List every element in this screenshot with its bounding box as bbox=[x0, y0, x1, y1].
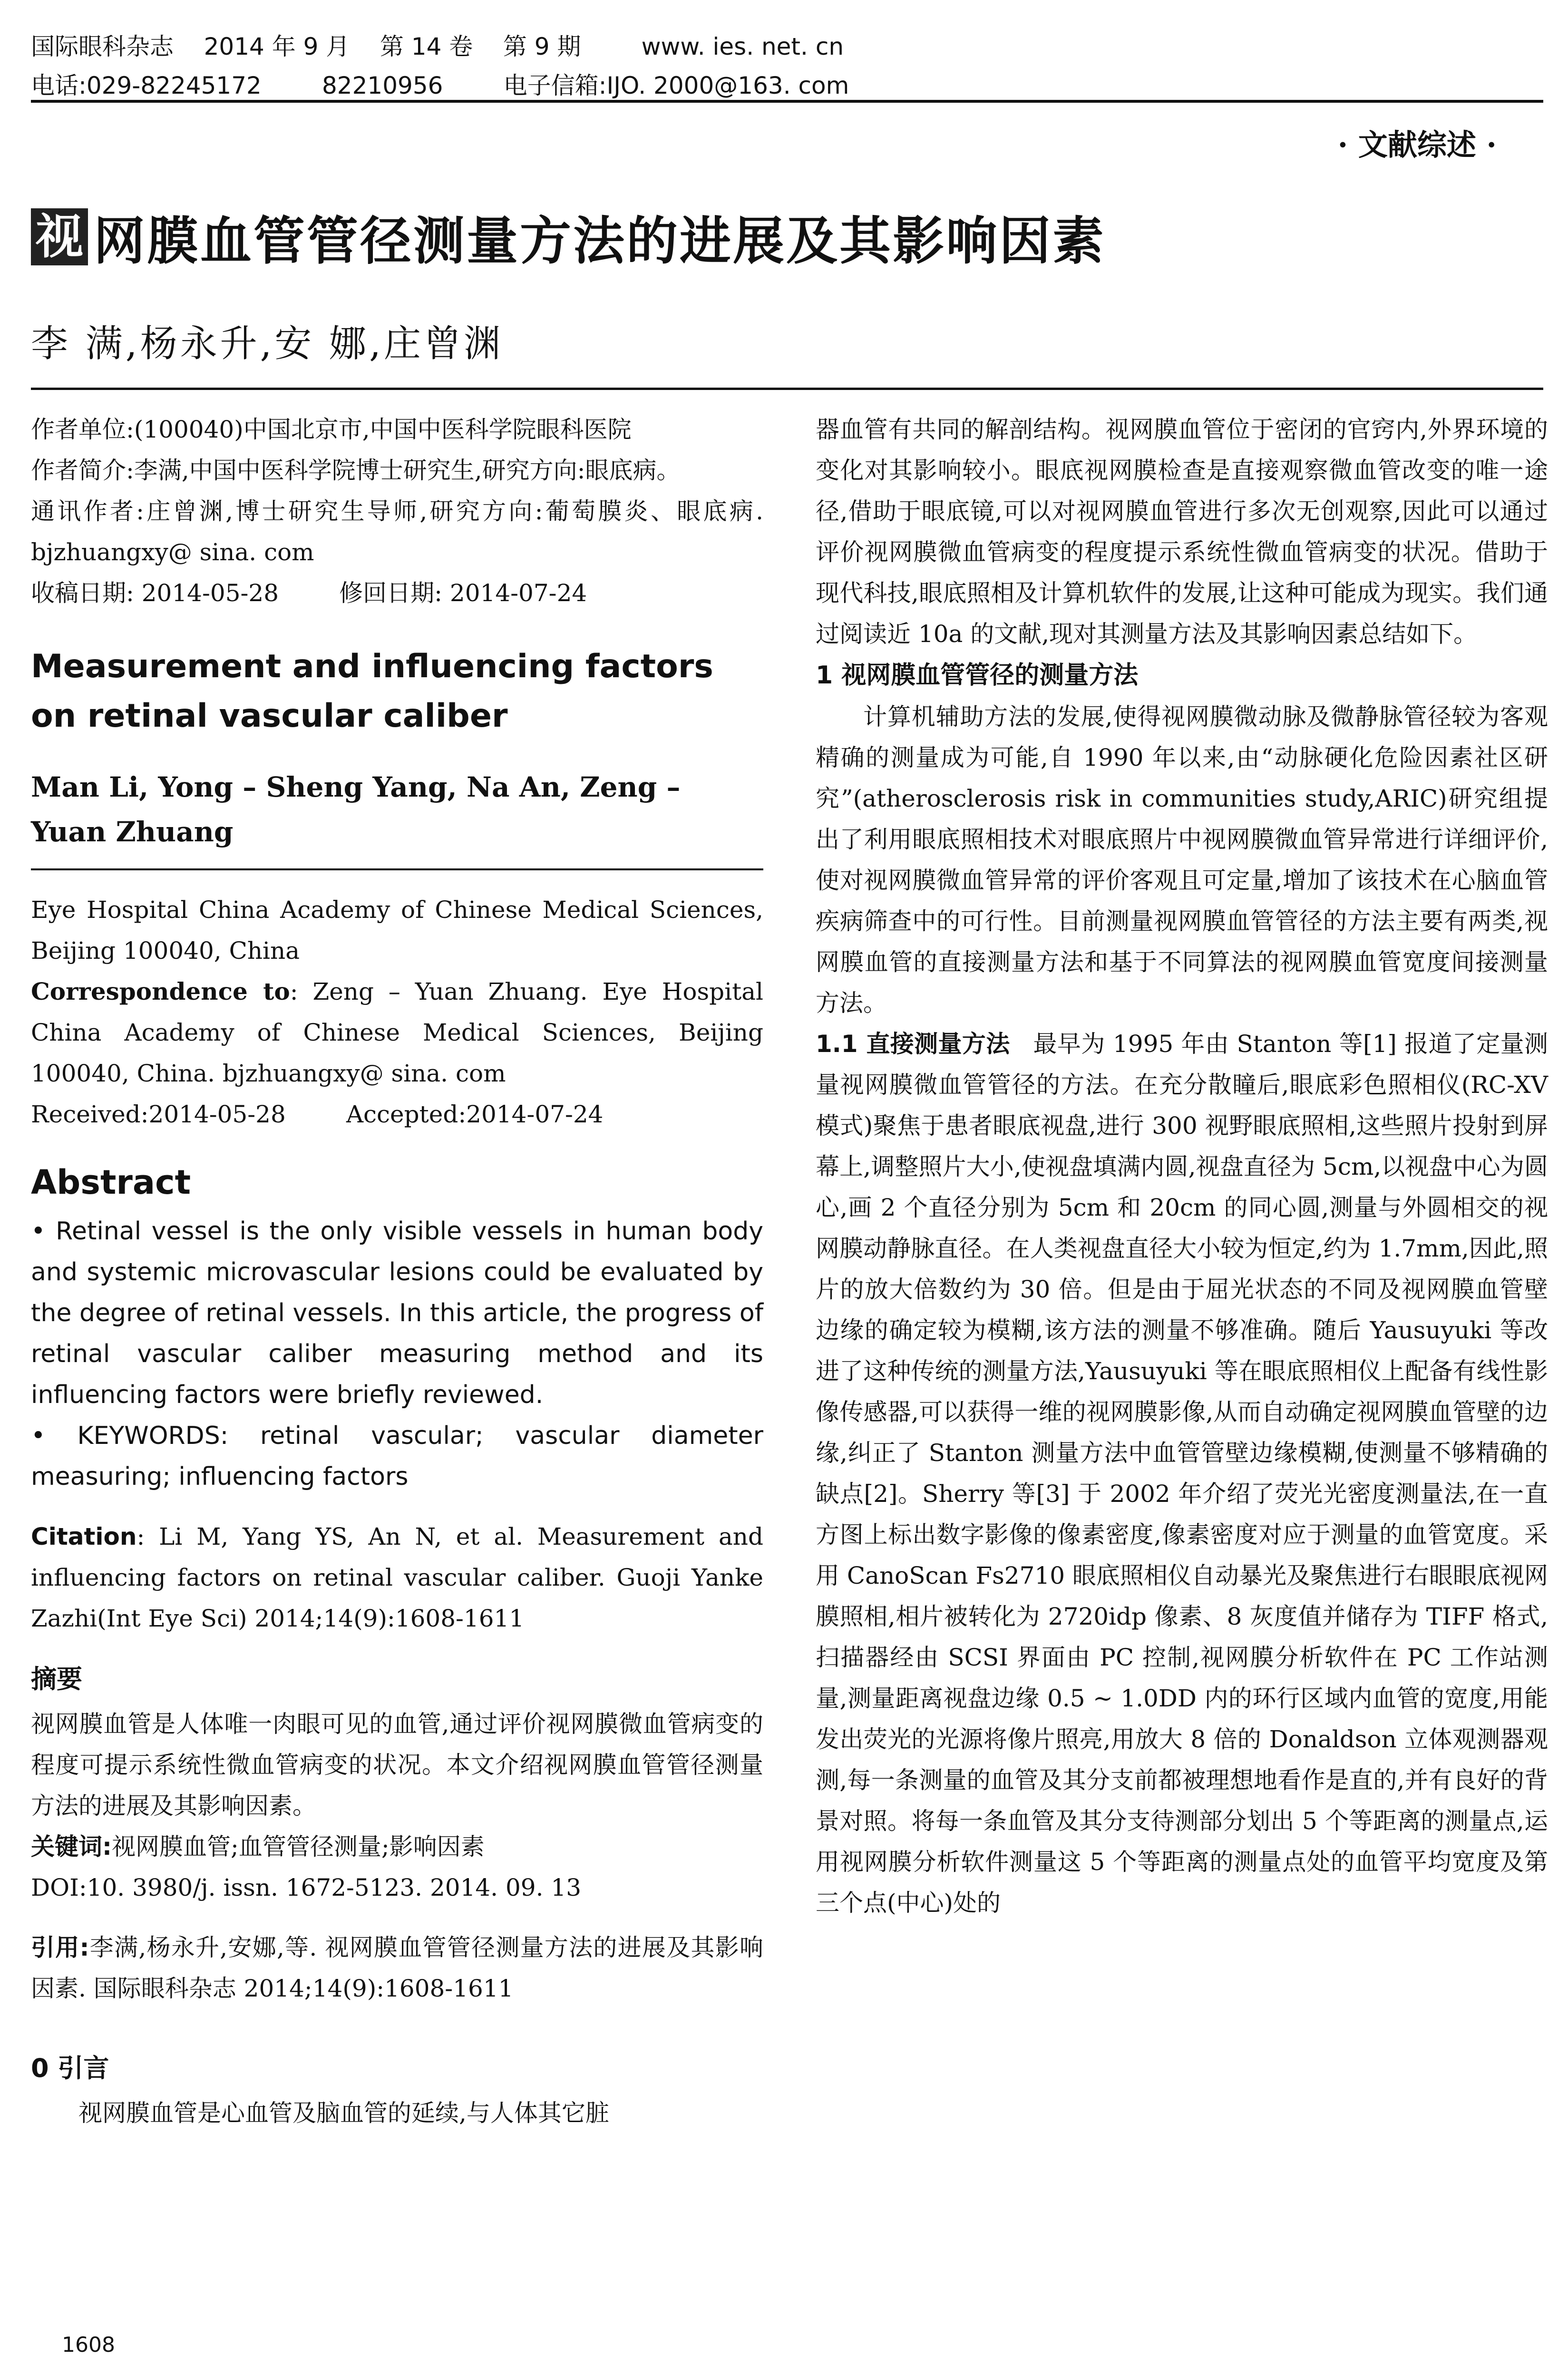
journal-contact-line: 电话:029-82245172 82210956 电子信箱:IJO. 2000@163. com bbox=[31, 72, 849, 99]
english-block-rule bbox=[31, 868, 763, 870]
english-affiliation: Eye Hospital China Academy of Chinese Medical Sciences, Beijing 100040, China bbox=[31, 896, 763, 964]
correspondence bbox=[31, 971, 763, 1094]
page-number: 1608 bbox=[62, 2333, 115, 2357]
doi: DOI:10. 3980/j. issn. 1672-5123. 2014. 09. 13 bbox=[31, 1874, 582, 1901]
zh-citation-text: 李满,杨永升,安娜,等. 视网膜血管管径测量方法的进展及其影响因素. 国际眼科杂志 2014;14(9):1608-1611 bbox=[31, 1934, 763, 2002]
title-first-char-box: 视 bbox=[31, 208, 88, 265]
journal-info-line: 国际眼科杂志 2014 年 9 月 第 14 卷 第 9 期 www. ies. net. cn bbox=[31, 33, 844, 60]
article-title bbox=[31, 200, 1106, 273]
abstract-heading: Abstract bbox=[31, 1163, 191, 1202]
section-tag: · 文献综述 · bbox=[1337, 127, 1497, 162]
affil-dates: 收稿日期: 2014-05-28 修回日期: 2014-07-24 bbox=[31, 579, 587, 607]
zh-citation-label: 引用: bbox=[31, 1934, 89, 1961]
zh-keywords-label: 关键词: bbox=[31, 1833, 112, 1861]
zh-keywords-text: 视网膜血管;血管管径测量;影响因素 bbox=[112, 1833, 485, 1861]
correspondence-label: Correspondence to bbox=[31, 977, 290, 1005]
zh-keywords bbox=[31, 1826, 763, 1867]
zh-abstract-heading: 摘要 bbox=[31, 1664, 82, 1694]
body-paragraph-text: 最早为 1995 年由 Stanton 等[1] 报道了定量测量视网膜微血管管径的方法。在充分散瞳后,眼底彩色照相仪(RC-XV 模式)聚焦于患者眼底视盘,进行 300 视野眼底照相,这些照片投射到屏幕上,调整照片大小,使视盘填满内圆,视盘直径为 5cm,以视盘中心为圆心,画 2 个直径分别为 5cm 和 20cm 的同心圆,测量与外圆相交的视网膜动静脉直径。在人类视盘直径大小较为恒定,约为 1.7mm,因此,照片的放大倍数约为 30 倍。但是由于屈光状态的不同及视网膜血管壁边缘的确定较为模糊,该方法的测量不够准确。随后 Yausuyuki 等改进了这种传统的测量方法,Yausuyuki 等在眼底照相仪上配备有线性影像传感器,可以获得一维的视网膜影像,从而自动确定视网膜血管壁的边缘,纠正了 Stanton 测量方法中血管管壁边缘模糊,使测量不够精确的缺点[2]。Sherry 等[3] 于 2002 年介绍了荧光光密度测量法,在一直方图上标出数字影像的像素密度,像素密度对应于测量的血管宽度。采用 CanoScan Fs2710 眼底照相仪自动暴光及聚焦进行右眼眼底视网膜照相,相片被转化为 2720idp 像素、8 灰度值并储存为 TIFF 格式,扫描器经由 SCSI 界面由 PC 控制,视网膜分析软件在 PC 工作站测量,测量距离视盘边缘 0.5 ~ 1.0DD 内的环行区域内血管的宽度,用能发出荧光的光源将像片照亮,用放大 8 倍的 Donaldson 立体观测器观测,每一条测量的血管及其分支前都被理想地看作是直的,并有良好的背景对照。将每一条血管及其分支待测部分划出 5 个等距离的测量点,运用视网膜分析软件测量这 5 个等距离的测量点处的血管平均宽度及第三个点(中心)处的 bbox=[816, 1030, 1548, 1917]
left-column bbox=[31, 409, 763, 2133]
affil-corresponding: 通讯作者:庄曾渊,博士研究生导师,研究方向:葡萄膜炎、眼底病. bjzhuangxy@ sina. com bbox=[31, 497, 763, 566]
section-heading-1: 1 视网膜血管管径的测量方法 bbox=[816, 661, 1139, 690]
citation-text: : Li M, Yang YS, An N, et al. Measurement and influencing factors on retinal vascular caliber. Guoji Yanke Zazhi(Int Eye Sci) 2014;14(9):1608-1611 bbox=[31, 1523, 763, 1632]
right-column bbox=[816, 409, 1548, 1923]
citation bbox=[31, 1516, 763, 1639]
keywords-text: • KEYWORDS: retinal vascular; vascular diameter measuring; influencing factors bbox=[31, 1422, 763, 1491]
authors-cn: 李 满,杨永升,安 娜,庄曾渊 bbox=[31, 322, 504, 365]
body-paragraph: 器血管有共同的解剖结构。视网膜血管位于密闭的官窍内,外界环境的变化对其影响较小。眼底视网膜检查是直接观察微血管改变的唯一途径,借助于眼底镜,可以对视网膜血管进行多次无创观察,因此可以通过评价视网膜微血管病变的程度提示系统性微血管病变的状况。借助于现代科技,眼底照相及计算机软件的发展,让这种可能成为现实。我们通过阅读近 10a 的文献,现对其测量方法及其影响因素总结如下。 bbox=[816, 416, 1548, 648]
english-title: Measurement and influencing factors on retinal vascular caliber bbox=[31, 648, 713, 735]
abstract-text: • Retinal vessel is the only visible vessels in human body and systemic microvascular lesions could be evaluated by the degree of retinal vessels. In this article, the progress of retinal vascular caliber measuring method and its influencing factors were briefly reviewed. bbox=[31, 1217, 763, 1409]
intro-text: 视网膜血管是心血管及脑血管的延续,与人体其它脏 bbox=[78, 2099, 609, 2127]
correspondence-text: : Zeng – Yuan Zhuang. Eye Hospital China Academy of Chinese Medical Sciences, Beijing 100040, China. bjzhuangxy@ sina. com bbox=[31, 978, 764, 1087]
authors-rule bbox=[31, 388, 1543, 390]
title-text: 网膜血管管径测量方法的进展及其影响因素 bbox=[94, 212, 1106, 271]
body-paragraph: 计算机辅助方法的发展,使得视网膜微动脉及微静脉管径较为客观精确的测量成为可能,自 1990 年以来,由“动脉硬化危险因素社区研究”(atherosclerosis risk in communities study,ARIC)研究组提出了利用眼底照相技术对眼底照片中视网膜微血管异常进行详细评价,使对视网膜微血管异常的评价客观且可定量,增加了该技术在心脑血管疾病筛查中的可行性。目前测量视网膜血管管径的方法主要有两类,视网膜血管的直接测量方法和基于不同算法的视网膜血管宽度间接测量方法。 bbox=[816, 703, 1548, 1017]
affil-unit: 作者单位:(100040)中国北京市,中国中医科学院眼科医院 bbox=[31, 416, 632, 443]
section-heading-1-1: 1.1 直接测量方法 bbox=[816, 1030, 1010, 1058]
english-authors: Man Li, Yong – Sheng Yang, Na An, Zeng – Yuan Zhuang bbox=[31, 771, 681, 848]
zh-citation bbox=[31, 1927, 763, 2009]
citation-label: Citation bbox=[31, 1523, 137, 1550]
affil-bio: 作者简介:李满,中国中医科学院博士研究生,研究方向:眼底病。 bbox=[31, 457, 681, 484]
header-rule bbox=[31, 100, 1543, 103]
zh-abstract: 视网膜血管是人体唯一肉眼可见的血管,通过评价视网膜微血管病变的程度可提示系统性微血管病变的状况。本文介绍视网膜血管管径测量方法的进展及其影响因素。 bbox=[31, 1710, 763, 1820]
intro-heading: 0 引言 bbox=[31, 2053, 109, 2083]
body-paragraph-with-heading bbox=[816, 1023, 1548, 1923]
received-accepted: Received:2014-05-28 Accepted:2014-07-24 bbox=[31, 1101, 604, 1128]
